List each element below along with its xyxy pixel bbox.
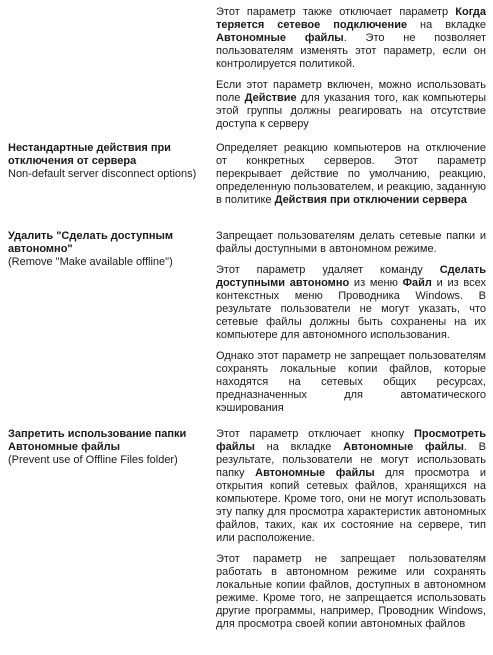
paragraph bbox=[216, 6, 486, 71]
text-run: . В результате, пользователи не могут использовать папку bbox=[216, 441, 486, 479]
description-2 bbox=[216, 230, 486, 415]
text-run: из меню bbox=[349, 277, 403, 289]
paragraph bbox=[216, 79, 486, 131]
term-ru-1: Нестандартные действия при отключения от сервера bbox=[8, 142, 171, 167]
text-run: Определяет реакцию компьютеров на отключение от конкретных серверов. Этот параметр перекрывает действие по умолчанию, реакцию, определенную пользователем, и реакцию, заданную в политике bbox=[216, 142, 486, 206]
bold-term: Просмотреть файлы bbox=[216, 428, 486, 453]
term-ru-2: Удалить "Сделать доступным автономно" bbox=[8, 230, 174, 255]
text-run: для указания того, как компьютеры этой группы должны реагировать на отсутствие доступа к серверу bbox=[216, 92, 486, 130]
description-0 bbox=[216, 6, 486, 131]
term-3 bbox=[8, 428, 203, 467]
term-en-3: (Prevent use of Offline Files folder) bbox=[8, 454, 178, 466]
bold-term: Автономные файлы bbox=[216, 32, 344, 44]
bold-term: Файл bbox=[402, 277, 432, 289]
text-run: Однако этот параметр не запрещает пользователям сохранять локальные копии файлов, которые находятся на сетевых общих ресурсах, предназначенных для автоматического кэширования bbox=[216, 350, 486, 414]
description-1 bbox=[216, 142, 486, 207]
text-run: Этот параметр не запрещает пользователям работать в автономном режиме или сохранять локальные копии файлов, доступных в автономном режиме. Кроме того, не запрещается использовать другие программы, например, Проводник Windows, для просмотра своей копии автономных файлов bbox=[216, 553, 486, 630]
paragraph bbox=[216, 230, 486, 256]
description-3 bbox=[216, 428, 486, 631]
paragraph bbox=[216, 553, 486, 631]
text-run: на вкладке bbox=[407, 19, 486, 31]
term-en-1: Non-default server disconnect options) bbox=[8, 168, 197, 180]
text-run: Если этот параметр включен, можно использовать поле bbox=[216, 79, 486, 104]
term-1 bbox=[8, 142, 203, 181]
bold-term: Действие bbox=[244, 92, 297, 104]
term-ru-3: Запретить использование папки Автономные файлы bbox=[8, 428, 187, 453]
bold-term: Сделать доступными автономно bbox=[216, 264, 486, 289]
text-run: Этот параметр отключает кнопку bbox=[216, 428, 415, 440]
text-run: Этот параметр также отключает параметр bbox=[216, 6, 456, 18]
bold-term: Автономные файлы bbox=[255, 467, 375, 479]
text-run: Этот параметр удаляет команду bbox=[216, 264, 440, 276]
text-run: для просмотра и открытия копий сетевых файлов, хранящихся на компьютере. Кроме того, они не могут использовать эту папку для просмотра характеристик автономных файлов, таких, как их состояние на сервере, тип или расположение. bbox=[216, 467, 486, 544]
bold-term: Когда теряется сетевое подключение bbox=[216, 6, 486, 31]
text-run: Запрещает пользователям делать сетевые папки и файлы доступными в автономном режиме. bbox=[216, 230, 486, 255]
paragraph bbox=[216, 142, 486, 207]
bold-term: Действия при отключении сервера bbox=[274, 194, 467, 206]
term-2 bbox=[8, 230, 203, 269]
text-run: . Это не позволяет пользователям изменять этот параметр, если он контролируется политикой. bbox=[216, 32, 486, 70]
paragraph bbox=[216, 350, 486, 415]
paragraph bbox=[216, 264, 486, 342]
term-en-2: (Remove "Make available offline") bbox=[8, 256, 173, 268]
bold-term: Автономные файлы bbox=[343, 441, 464, 453]
paragraph bbox=[216, 428, 486, 545]
text-run: на вкладке bbox=[254, 441, 344, 453]
text-run: и из всех контекстных меню Проводника Windows. В результате пользователи не могут указать, что сетевые файлы должны быть сохранены на их компьютере для автономного использования. bbox=[216, 277, 486, 341]
